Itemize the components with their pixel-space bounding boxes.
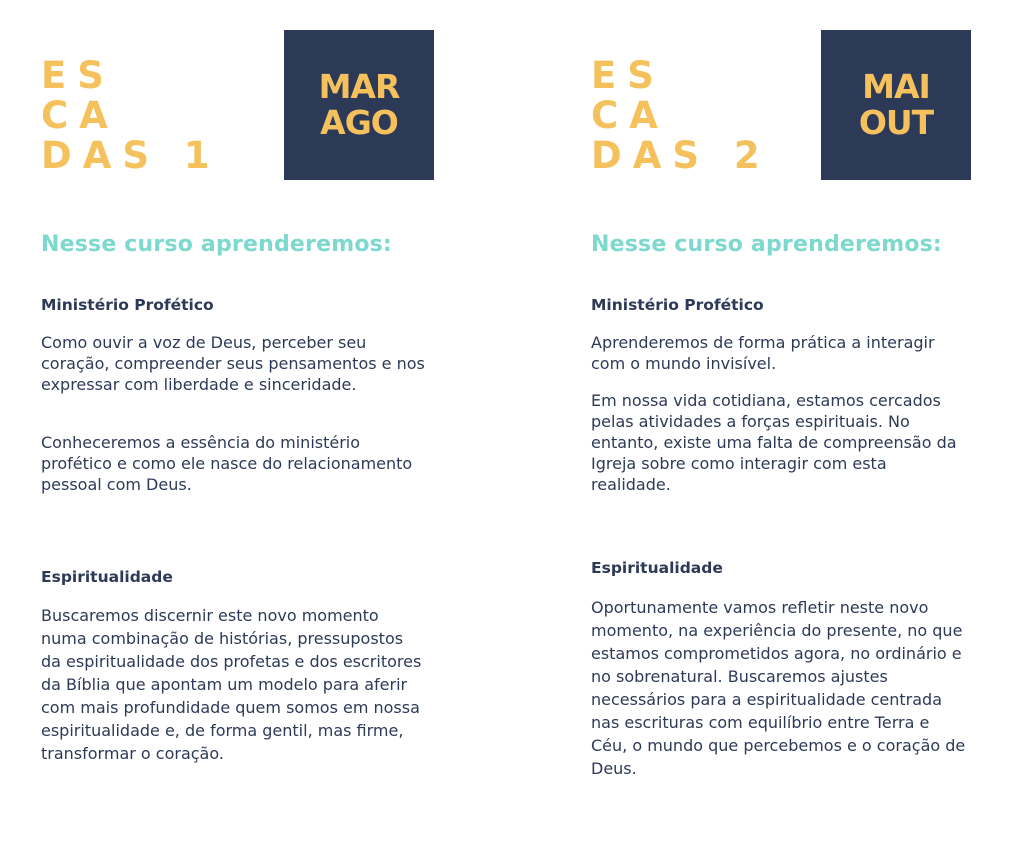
course-title-line: DAS 1: [41, 134, 221, 177]
date-badge: [284, 30, 434, 180]
section-subtitle: Nesse curso aprenderemos:: [41, 232, 392, 257]
course-title: [591, 56, 771, 176]
course-title-line: DAS 2: [591, 134, 771, 177]
course-title-line: CA: [591, 94, 669, 137]
course-title-line: ES: [41, 54, 115, 97]
ministerio-profetico-heading: Ministério Profético: [591, 296, 764, 314]
espiritualidade-heading: Espiritualidade: [591, 559, 723, 577]
date-end: OUT: [858, 103, 934, 142]
date-start: MAR: [318, 67, 400, 106]
date-badge: [821, 30, 971, 180]
course-column-escadas-1: [41, 0, 441, 857]
date-start: MAI: [862, 67, 930, 106]
ministerio-paragraph: Em nossa vida cotidiana, estamos cercados pelas atividades a forças espirituais. No entanto, existe uma falta de compreensão da Igreja sobre como interagir com esta realidade.: [591, 391, 957, 494]
espiritualidade-paragraph: Oportunamente vamos refletir neste novo momento, na experiência do presente, no que estamos comprometidos agora, no ordinário e no sobrenatural. Buscaremos ajustes necessários para a espiritualidade centrada nas escrituras com equilíbrio entre Terra e Céu, o mundo que percebemos e o coração de Deus.: [591, 598, 966, 778]
course-title: [41, 56, 221, 176]
ministerio-paragraph: Conheceremos a essência do ministério profético e como ele nasce do relacionamento pessoal com Deus.: [41, 433, 413, 494]
ministerio-paragraph: Como ouvir a voz de Deus, perceber seu coração, compreender seus pensamentos e nos expressar com liberdade e sinceridade.: [41, 333, 425, 394]
espiritualidade-paragraph: Buscaremos discernir este novo momento numa combinação de histórias, pressupostos da espiritualidade dos profetas e dos escritores da Bíblia que apontam um modelo para aferir com mais profundidade quem somos em nossa espiritualidade e, de forma gentil, mas firme, transformar o coração.: [41, 606, 422, 763]
section-subtitle: Nesse curso aprenderemos:: [591, 232, 942, 257]
espiritualidade-heading: Espiritualidade: [41, 568, 173, 586]
date-end: AGO: [320, 103, 398, 142]
ministerio-profetico-heading: Ministério Profético: [41, 296, 214, 314]
ministerio-paragraph: Aprenderemos de forma prática a interagir com o mundo invisível.: [591, 333, 935, 373]
course-title-line: ES: [591, 54, 665, 97]
course-column-escadas-2: [591, 0, 991, 857]
course-title-line: CA: [41, 94, 119, 137]
